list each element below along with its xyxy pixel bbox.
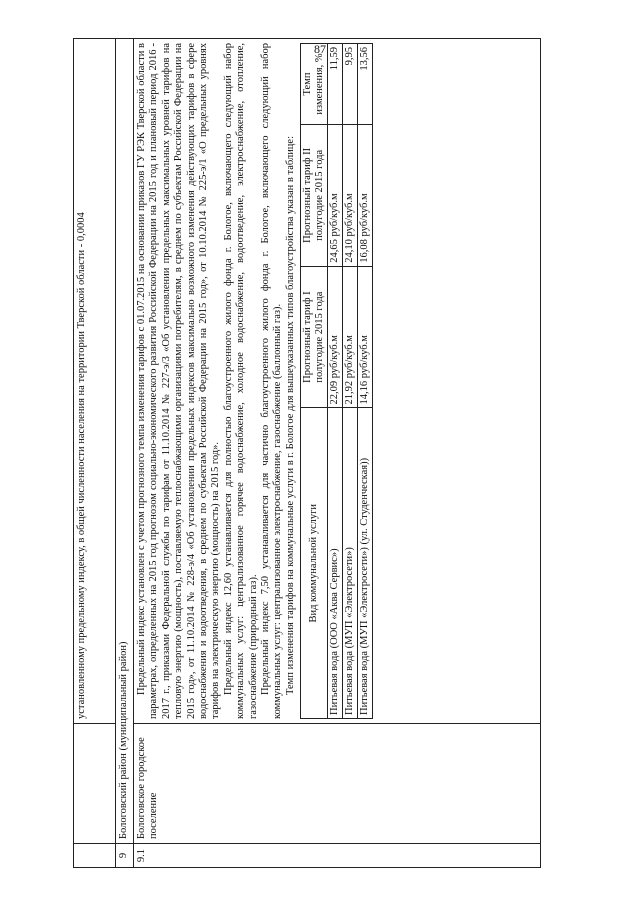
table-row xyxy=(116,39,134,868)
tariff-header-row xyxy=(301,44,328,719)
empty-cell xyxy=(74,724,116,844)
tariff-h2: 24,10 руб/куб.м xyxy=(343,125,358,267)
tariff-change: 13,56 xyxy=(358,44,373,125)
service-name: Питьевая вода (ООО «Аква Сервис») xyxy=(328,408,343,719)
tariff-row xyxy=(343,44,358,719)
tariff-h2: 16,08 руб/куб.м xyxy=(358,125,373,267)
paragraph-partial-housing: Предельный индекс 7,50 устанавливается для частично благоустроенного жилого фонда г. Бологое, включающего следующий набор коммунальных услуг: централизованное электроснабжение, газоснабжение (баллонный газ). xyxy=(260,43,284,719)
tariff-row xyxy=(328,44,343,719)
tariff-change: 9,95 xyxy=(343,44,358,125)
header-h2: Прогнозный тариф II полугодие 2015 года xyxy=(301,125,328,267)
tariff-table xyxy=(300,43,373,719)
page-number: 87 xyxy=(314,42,326,56)
continued-text: установленному предельному индексу, в общей численности населения на территории Тверской области - 0,0004 xyxy=(76,212,87,719)
paragraph-full-housing: Предельный индекс 12,60 устанавливается для полностью благоустроенного жилого фонда г. Бологое, включающего следующий набор коммунальных услуг: централизованное горячее водоснабжение, холодное водоснабжение, водоотведение, электроснабжение, отопление, газоснабжение (природный газ). xyxy=(222,43,259,719)
service-name: Питьевая вода (МУП «Электросети») xyxy=(343,408,358,719)
settlement-number: 9.1 xyxy=(134,844,541,868)
table-row xyxy=(134,39,541,868)
paragraph-basis: Предельный индекс установлен с учетом прогнозного темпа изменения тарифов с 01.07.2015 на основании приказов ГУ РЭК Тверской области в параметрах, определенных на 2015 год прогнозом социально-экономического развития Российской Федерации на 2015 год и плановый период 2016 - 2017 г., приказами Федеральной службы по тарифам от 11.10.2014 № 227-э/3 «Об установлении предельных максимальных уровней тарифов на тепловую энергию (мощность), поставляемую теплоснабжающими организациями потребителям, в среднем по субъектам Российской Федерации на 2015 год», от 11.10.2014 № 228-э/4 «Об установлении предельных индексов максимально возможного изменения действующих тарифов в сфере водоснабжения и водоотведения, в среднем по субъектам Российской Федерации на 2015 год», от 10.10.2014 № 225-э/1 «О предельных уровнях тарифов на электрическую энергию (мощность) на 2015 год». xyxy=(136,43,222,719)
tariff-change: 11,59 xyxy=(328,44,343,125)
service-name: Питьевая вода (МУП «Электросети») (ул. Студенческая)) xyxy=(358,408,373,719)
tariff-h1: 14,16 руб/куб.м xyxy=(358,266,373,408)
header-change: Темп изменения, % xyxy=(301,44,328,125)
header-h1: Прогнозный тариф I полугодие 2015 года xyxy=(301,266,328,408)
paragraph-table-intro: Темп изменения тарифов на коммунальные услуги в г. Бологое для вышеуказанных типов благоустройства указан в таблице: xyxy=(284,135,296,695)
tariff-row xyxy=(358,44,373,719)
district-title: Бологовский район (муниципальный район) xyxy=(116,39,134,844)
table-row xyxy=(74,39,116,868)
rotated-page-content xyxy=(73,38,541,868)
header-service: Вид коммунальной услуги xyxy=(301,408,328,719)
limit-index-table xyxy=(73,38,541,868)
tariff-h2: 24,65 руб/куб.м xyxy=(328,125,343,267)
settlement-name: Бологовское городское поселение xyxy=(134,724,541,844)
continued-text-cell xyxy=(74,39,116,724)
tariff-h1: 22,09 руб/куб.м xyxy=(328,266,343,408)
empty-cell xyxy=(74,844,116,868)
tariff-h1: 21,92 руб/куб.м xyxy=(343,266,358,408)
district-number: 9 xyxy=(116,844,134,868)
settlement-content xyxy=(134,39,541,724)
